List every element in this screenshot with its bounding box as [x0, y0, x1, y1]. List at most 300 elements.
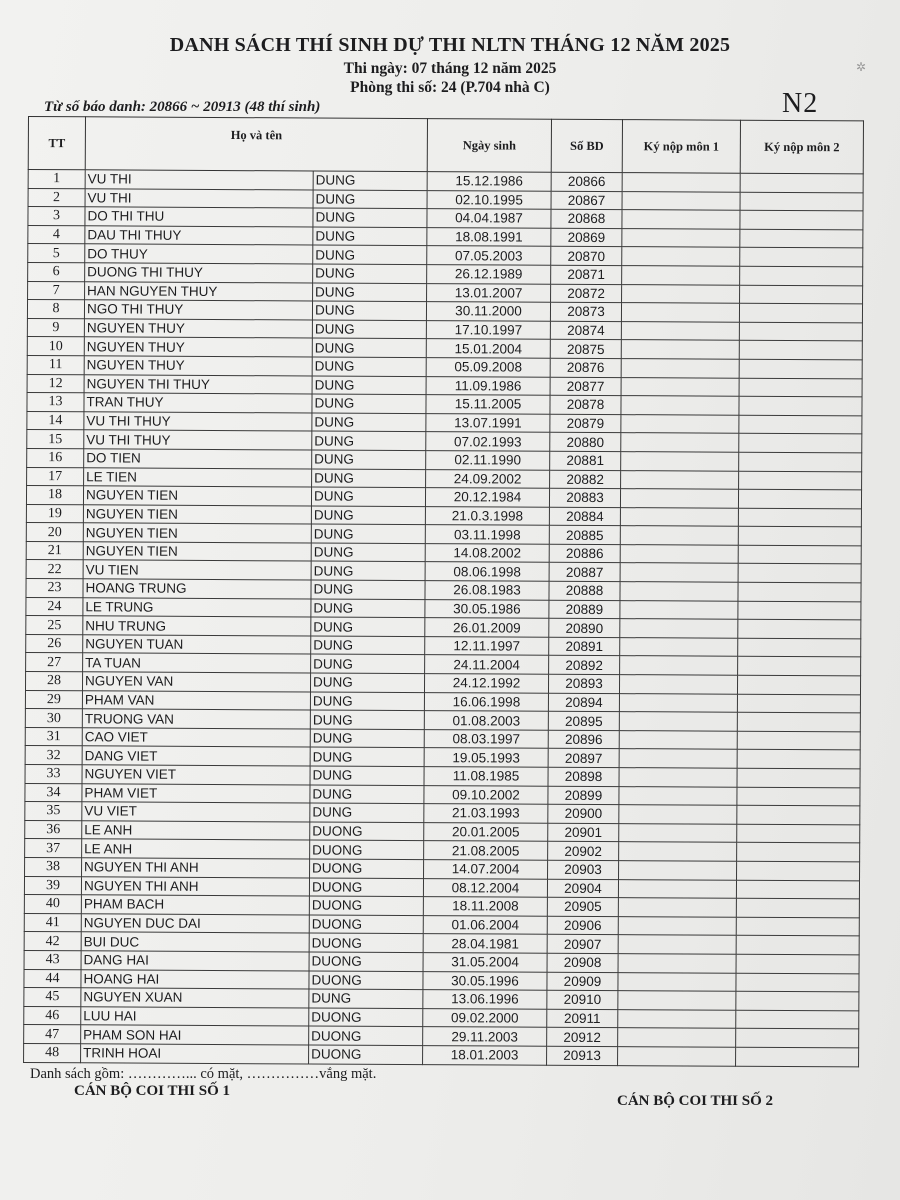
row-family-name: NGO THI THUY	[84, 300, 312, 320]
row-given-name: DUNG	[312, 301, 426, 320]
row-sign-subject-1[interactable]	[619, 861, 737, 880]
row-sign-subject-2[interactable]	[736, 991, 859, 1010]
row-date-of-birth: 02.11.1990	[426, 450, 550, 469]
row-number: 27	[26, 653, 83, 672]
row-sign-subject-1[interactable]	[622, 228, 740, 247]
row-sign-subject-1[interactable]	[621, 470, 739, 489]
row-sign-subject-1[interactable]	[619, 823, 737, 842]
col-header-tt: TT	[28, 117, 85, 170]
row-sign-subject-1[interactable]	[618, 1028, 736, 1047]
row-family-name: NGUYEN THI ANH	[81, 876, 309, 896]
row-family-name: LUU HAI	[81, 1007, 309, 1027]
row-given-name: DUNG	[312, 413, 426, 432]
row-number: 44	[24, 969, 81, 988]
row-number: 47	[24, 1025, 81, 1044]
row-number: 4	[28, 225, 85, 244]
row-candidate-number: 20897	[548, 749, 619, 768]
row-number: 14	[27, 411, 84, 430]
row-sign-subject-2[interactable]	[737, 768, 860, 787]
row-given-name: DUNG	[311, 617, 425, 636]
row-sign-subject-2[interactable]	[739, 452, 862, 471]
row-given-name: DUNG	[311, 561, 425, 580]
row-number: 16	[27, 448, 84, 467]
row-number: 20	[26, 523, 83, 542]
row-candidate-number: 20906	[547, 916, 618, 935]
row-family-name: DAU THI THUY	[85, 226, 313, 246]
row-family-name: VU THI THUY	[84, 412, 312, 432]
row-candidate-number: 20910	[547, 990, 618, 1009]
row-given-name: DUNG	[311, 580, 425, 599]
row-given-name: DUNG	[311, 524, 425, 543]
row-sign-subject-1[interactable]	[622, 284, 740, 303]
row-family-name: BUI DUC	[81, 932, 309, 952]
row-candidate-number: 20891	[549, 637, 620, 656]
row-sign-subject-1[interactable]	[621, 377, 739, 396]
row-given-name: DUNG	[311, 543, 425, 562]
row-given-name: DUNG	[311, 636, 425, 655]
row-given-name: DUNG	[312, 338, 426, 357]
row-sign-subject-1[interactable]	[619, 730, 737, 749]
row-family-name: NGUYEN THI ANH	[82, 858, 310, 878]
row-sign-subject-2[interactable]	[739, 341, 862, 360]
row-sign-subject-1[interactable]	[618, 1047, 736, 1066]
col-header-name: Họ và tên	[85, 117, 427, 172]
row-given-name: DUNG	[310, 729, 424, 748]
row-number: 25	[26, 616, 83, 635]
row-sign-subject-2[interactable]	[736, 936, 859, 955]
row-sign-subject-2[interactable]	[737, 750, 860, 769]
row-candidate-number: 20913	[547, 1046, 618, 1065]
row-sign-subject-1[interactable]	[619, 805, 737, 824]
row-sign-subject-2[interactable]	[736, 898, 859, 917]
row-sign-subject-1[interactable]	[619, 768, 737, 787]
row-date-of-birth: 21.03.1993	[424, 804, 548, 823]
row-candidate-number: 20887	[549, 563, 620, 582]
row-candidate-number: 20911	[547, 1009, 618, 1028]
row-given-name: DUNG	[312, 468, 426, 487]
row-sign-subject-1[interactable]	[622, 247, 740, 266]
row-given-name: DUONG	[309, 952, 423, 971]
col-header-sign1: Ký nộp môn 1	[622, 120, 740, 174]
row-date-of-birth: 16.06.1998	[424, 692, 548, 711]
row-sign-subject-1[interactable]	[621, 321, 739, 340]
row-given-name: DUONG	[309, 878, 423, 897]
row-sign-subject-1[interactable]	[619, 712, 737, 731]
row-sign-subject-2[interactable]	[737, 824, 860, 843]
row-sign-subject-1[interactable]	[620, 526, 738, 545]
row-sign-subject-2[interactable]	[738, 545, 861, 564]
row-given-name: DUNG	[313, 264, 427, 283]
row-sign-subject-1[interactable]	[621, 359, 739, 378]
row-family-name: LE ANH	[82, 839, 310, 859]
row-sign-subject-2[interactable]	[740, 210, 863, 229]
row-sign-subject-1[interactable]	[622, 210, 740, 229]
col-header-sbd: Số BD	[551, 119, 622, 172]
row-number: 15	[27, 430, 84, 449]
proctor-2-label: CÁN BỘ COI THI SỐ 2	[617, 1093, 774, 1109]
row-family-name: VU VIET	[82, 802, 310, 822]
attendance-summary: Danh sách gồm: …………... có mặt, ……………vắng mặt.	[30, 1066, 377, 1082]
row-sign-subject-2[interactable]	[740, 248, 863, 267]
row-candidate-number: 20874	[550, 321, 621, 340]
row-sign-subject-1[interactable]	[621, 414, 739, 433]
row-sign-subject-1[interactable]	[621, 303, 739, 322]
row-candidate-number: 20892	[549, 656, 620, 675]
row-candidate-number: 20866	[551, 172, 622, 191]
row-date-of-birth: 03.11.1998	[425, 525, 549, 544]
row-given-name: DUNG	[313, 227, 427, 246]
row-sign-subject-1[interactable]	[619, 749, 737, 768]
row-candidate-number: 20881	[550, 451, 621, 470]
row-number: 13	[27, 393, 84, 412]
row-date-of-birth: 01.08.2003	[424, 711, 548, 730]
row-date-of-birth: 05.09.2008	[426, 358, 550, 377]
row-family-name: NGUYEN TIEN	[83, 504, 311, 524]
row-sign-subject-2[interactable]	[740, 229, 863, 248]
row-sign-subject-1[interactable]	[620, 637, 738, 656]
row-date-of-birth: 18.11.2008	[423, 897, 547, 916]
row-candidate-number: 20902	[548, 842, 619, 861]
row-sign-subject-1[interactable]	[620, 582, 738, 601]
row-date-of-birth: 30.05.1986	[425, 599, 549, 618]
table-body	[24, 170, 864, 1067]
row-family-name: HOANG HAI	[81, 969, 309, 989]
row-sign-subject-2[interactable]	[736, 973, 859, 992]
row-number: 8	[27, 300, 84, 319]
row-number: 9	[27, 318, 84, 337]
row-sign-subject-1[interactable]	[618, 935, 736, 954]
row-date-of-birth: 18.01.2003	[423, 1045, 547, 1064]
row-family-name: NGUYEN TIEN	[83, 542, 311, 562]
row-date-of-birth: 21.0.3.1998	[425, 506, 549, 525]
row-date-of-birth: 15.12.1986	[427, 172, 551, 191]
row-candidate-number: 20894	[548, 693, 619, 712]
row-sign-subject-2[interactable]	[738, 564, 861, 583]
row-candidate-number: 20878	[550, 395, 621, 414]
row-sign-subject-2[interactable]	[737, 731, 860, 750]
row-date-of-birth: 09.02.2000	[423, 1008, 547, 1027]
row-candidate-number: 20912	[547, 1028, 618, 1047]
row-family-name: VU THI THUY	[84, 430, 312, 450]
row-number: 35	[25, 802, 82, 821]
row-number: 34	[25, 783, 82, 802]
row-given-name: DUNG	[311, 506, 425, 525]
row-family-name: NGUYEN XUAN	[81, 988, 309, 1008]
row-date-of-birth: 30.05.1996	[423, 971, 547, 990]
row-sign-subject-2[interactable]	[739, 378, 862, 397]
col-header-dob: Ngày sinh	[427, 119, 551, 173]
row-sign-subject-2[interactable]	[736, 954, 859, 973]
row-sign-subject-1[interactable]	[620, 619, 738, 638]
row-number: 41	[24, 913, 81, 932]
row-family-name: DANG HAI	[81, 951, 309, 971]
row-family-name: CAO VIET	[82, 728, 310, 748]
row-number: 22	[26, 560, 83, 579]
row-number: 38	[25, 857, 82, 876]
row-sign-subject-1[interactable]	[621, 433, 739, 452]
row-sign-subject-2[interactable]	[738, 601, 861, 620]
row-date-of-birth: 11.09.1986	[426, 376, 550, 395]
row-date-of-birth: 26.01.2009	[425, 618, 549, 637]
row-sign-subject-1[interactable]	[619, 842, 737, 861]
row-sign-subject-2[interactable]	[739, 415, 862, 434]
row-given-name: DUNG	[313, 245, 427, 264]
row-candidate-number: 20868	[551, 209, 622, 228]
row-family-name: PHAM SON HAI	[81, 1025, 309, 1045]
row-sign-subject-1[interactable]	[620, 544, 738, 563]
row-family-name: PHAM BACH	[81, 895, 309, 915]
row-sign-subject-1[interactable]	[621, 396, 739, 415]
row-candidate-number: 20884	[549, 507, 620, 526]
row-sign-subject-1[interactable]	[618, 898, 736, 917]
row-sign-subject-1[interactable]	[618, 954, 736, 973]
row-sign-subject-2[interactable]	[737, 712, 860, 731]
row-number: 5	[28, 244, 85, 263]
row-sign-subject-2[interactable]	[737, 787, 860, 806]
row-sign-subject-2[interactable]	[736, 1029, 859, 1048]
row-sign-subject-2[interactable]	[739, 322, 862, 341]
row-candidate-number: 20908	[547, 953, 618, 972]
row-date-of-birth: 24.09.2002	[426, 469, 550, 488]
row-number: 29	[25, 690, 82, 709]
row-number: 17	[27, 467, 84, 486]
row-date-of-birth: 31.05.2004	[423, 953, 547, 972]
row-date-of-birth: 07.02.1993	[426, 432, 550, 451]
row-family-name: VU THI	[85, 170, 313, 190]
row-candidate-number: 20886	[549, 544, 620, 563]
row-sign-subject-1[interactable]	[619, 693, 737, 712]
row-number: 46	[24, 1006, 81, 1025]
row-sign-subject-2[interactable]	[739, 471, 862, 490]
row-given-name: DUNG	[310, 692, 424, 711]
row-sign-subject-2[interactable]	[738, 489, 861, 508]
row-family-name: TRUONG VAN	[82, 709, 310, 729]
row-sign-subject-2[interactable]	[738, 508, 861, 527]
row-sign-subject-1[interactable]	[620, 563, 738, 582]
row-sign-subject-2[interactable]	[736, 1010, 859, 1029]
row-candidate-number: 20888	[549, 581, 620, 600]
row-family-name: NGUYEN TUAN	[83, 635, 311, 655]
row-date-of-birth: 04.04.1987	[427, 209, 551, 228]
row-given-name: DUONG	[309, 933, 423, 952]
row-date-of-birth: 15.01.2004	[426, 339, 550, 358]
corner-mark-icon: ✲	[856, 60, 867, 74]
row-number: 18	[26, 486, 83, 505]
exam-room: Phòng thi số: 24 (P.704 nhà C)	[350, 79, 550, 96]
row-date-of-birth: 20.01.2005	[424, 822, 548, 841]
row-family-name: DO TIEN	[84, 449, 312, 469]
row-given-name: DUNG	[313, 190, 427, 209]
row-family-name: NGUYEN THUY	[84, 337, 312, 357]
row-candidate-number: 20880	[550, 433, 621, 452]
row-given-name: DUONG	[310, 840, 424, 859]
row-candidate-number: 20879	[550, 414, 621, 433]
row-given-name: DUONG	[309, 915, 423, 934]
row-sign-subject-1[interactable]	[619, 786, 737, 805]
row-number: 30	[25, 709, 82, 728]
row-sign-subject-1[interactable]	[621, 452, 739, 471]
row-given-name: DUNG	[313, 283, 427, 302]
row-sign-subject-1[interactable]	[622, 173, 740, 192]
row-date-of-birth: 29.11.2003	[423, 1027, 547, 1046]
row-number: 10	[27, 337, 84, 356]
row-candidate-number: 20898	[548, 767, 619, 786]
row-given-name: DUNG	[312, 431, 426, 450]
row-family-name: LE TIEN	[84, 467, 312, 487]
row-sign-subject-1[interactable]	[621, 340, 739, 359]
row-sign-subject-2[interactable]	[736, 917, 859, 936]
candidate-range: Từ số báo danh: 20866 ~ 20913 (48 thí sinh)	[44, 99, 321, 115]
row-sign-subject-1[interactable]	[622, 191, 740, 210]
row-sign-subject-1[interactable]	[618, 1009, 736, 1028]
row-family-name: VU TIEN	[83, 560, 311, 580]
row-candidate-number: 20870	[551, 247, 622, 266]
row-sign-subject-2[interactable]	[737, 675, 860, 694]
row-number: 39	[24, 876, 81, 895]
row-sign-subject-2[interactable]	[736, 1047, 859, 1066]
row-date-of-birth: 26.12.1989	[427, 265, 551, 284]
row-date-of-birth: 20.12.1984	[425, 488, 549, 507]
row-given-name: DUNG	[312, 320, 426, 339]
row-number: 1	[28, 170, 85, 189]
row-number: 23	[26, 579, 83, 598]
exam-date: Thi ngày: 07 tháng 12 năm 2025	[343, 60, 557, 77]
row-sign-subject-2[interactable]	[740, 266, 863, 285]
row-family-name: TA TUAN	[83, 653, 311, 673]
row-sign-subject-1[interactable]	[620, 600, 738, 619]
row-given-name: DUNG	[310, 803, 424, 822]
row-date-of-birth: 09.10.2002	[424, 785, 548, 804]
row-number: 33	[25, 764, 82, 783]
row-family-name: PHAM VAN	[82, 690, 310, 710]
row-given-name: DUONG	[309, 1026, 423, 1045]
row-given-name: DUNG	[311, 654, 425, 673]
row-sign-subject-1[interactable]	[620, 656, 738, 675]
row-sign-subject-1[interactable]	[622, 266, 740, 285]
row-date-of-birth: 11.08.1985	[424, 767, 548, 786]
row-sign-subject-1[interactable]	[618, 991, 736, 1010]
row-sign-subject-2[interactable]	[736, 880, 859, 899]
row-sign-subject-1[interactable]	[618, 916, 736, 935]
row-family-name: DO THI THU	[85, 207, 313, 227]
row-sign-subject-2[interactable]	[738, 657, 861, 676]
candidate-table	[23, 116, 864, 1067]
row-candidate-number: 20885	[549, 526, 620, 545]
room-code: N2	[782, 88, 819, 119]
row-sign-subject-2[interactable]	[737, 861, 860, 880]
row-given-name: DUONG	[310, 822, 424, 841]
row-family-name: PHAM VIET	[82, 783, 310, 803]
row-date-of-birth: 24.12.1992	[425, 674, 549, 693]
row-sign-subject-2[interactable]	[738, 582, 861, 601]
row-sign-subject-1[interactable]	[618, 972, 736, 991]
row-date-of-birth: 08.12.2004	[423, 878, 547, 897]
row-date-of-birth: 13.01.2007	[427, 283, 551, 302]
table-header-row	[28, 117, 863, 174]
page-title: DANH SÁCH THÍ SINH DỰ THI NLTN THÁNG 12 NĂM 2025	[169, 34, 731, 56]
row-date-of-birth: 12.11.1997	[425, 636, 549, 655]
row-number: 43	[24, 950, 81, 969]
row-sign-subject-2[interactable]	[739, 434, 862, 453]
row-given-name: DUNG	[310, 747, 424, 766]
row-sign-subject-2[interactable]	[738, 619, 861, 638]
row-given-name: DUNG	[312, 394, 426, 413]
row-sign-subject-1[interactable]	[620, 489, 738, 508]
row-date-of-birth: 15.11.2005	[426, 395, 550, 414]
row-given-name: DUONG	[310, 859, 424, 878]
row-family-name: NGUYEN THUY	[84, 356, 312, 376]
row-date-of-birth: 14.08.2002	[425, 543, 549, 562]
row-number: 32	[25, 746, 82, 765]
row-given-name: DUNG	[310, 785, 424, 804]
row-number: 12	[27, 374, 84, 393]
row-number: 26	[26, 634, 83, 653]
row-candidate-number: 20867	[551, 191, 622, 210]
row-sign-subject-2[interactable]	[737, 694, 860, 713]
row-sign-subject-2[interactable]	[739, 359, 862, 378]
row-date-of-birth: 14.07.2004	[424, 860, 548, 879]
row-candidate-number: 20907	[547, 935, 618, 954]
row-number: 48	[24, 1043, 81, 1062]
row-candidate-number: 20890	[549, 618, 620, 637]
row-sign-subject-1[interactable]	[618, 879, 736, 898]
row-date-of-birth: 26.08.1983	[425, 581, 549, 600]
row-candidate-number: 20883	[549, 488, 620, 507]
row-date-of-birth: 08.03.1997	[424, 729, 548, 748]
row-given-name: DUONG	[309, 1045, 423, 1064]
row-family-name: TRINH HOAI	[81, 1044, 309, 1064]
row-candidate-number: 20893	[549, 674, 620, 693]
row-candidate-number: 20896	[548, 730, 619, 749]
row-date-of-birth: 17.10.1997	[426, 320, 550, 339]
row-given-name: DUNG	[311, 599, 425, 618]
row-date-of-birth: 18.08.1991	[427, 227, 551, 246]
row-date-of-birth: 21.08.2005	[424, 841, 548, 860]
row-sign-subject-2[interactable]	[740, 192, 863, 211]
row-date-of-birth: 24.11.2004	[425, 655, 549, 674]
row-given-name: DUNG	[310, 766, 424, 785]
row-number: 37	[25, 839, 82, 858]
col-header-sign2: Ký nộp môn 2	[740, 120, 863, 174]
row-sign-subject-2[interactable]	[739, 303, 862, 322]
row-sign-subject-2[interactable]	[738, 527, 861, 546]
row-sign-subject-1[interactable]	[620, 675, 738, 694]
row-sign-subject-2[interactable]	[740, 285, 863, 304]
row-candidate-number: 20869	[551, 228, 622, 247]
row-candidate-number: 20871	[551, 265, 622, 284]
row-family-name: NGUYEN THI THUY	[84, 374, 312, 394]
row-date-of-birth: 30.11.2000	[426, 302, 550, 321]
row-sign-subject-2[interactable]	[737, 805, 860, 824]
row-sign-subject-2[interactable]	[737, 843, 860, 862]
row-sign-subject-2[interactable]	[738, 638, 861, 657]
row-candidate-number: 20872	[551, 284, 622, 303]
row-candidate-number: 20877	[550, 377, 621, 396]
row-sign-subject-2[interactable]	[740, 173, 863, 192]
row-given-name: DUONG	[309, 1008, 423, 1027]
row-sign-subject-2[interactable]	[739, 396, 862, 415]
row-date-of-birth: 19.05.1993	[424, 748, 548, 767]
row-date-of-birth: 28.04.1981	[423, 934, 547, 953]
row-date-of-birth: 08.06.1998	[425, 562, 549, 581]
row-date-of-birth: 13.06.1996	[423, 990, 547, 1009]
row-candidate-number: 20895	[548, 711, 619, 730]
row-family-name: NGUYEN VIET	[82, 765, 310, 785]
row-sign-subject-1[interactable]	[620, 507, 738, 526]
row-family-name: NGUYEN VAN	[82, 672, 310, 692]
row-number: 6	[28, 262, 85, 281]
row-family-name: DO THUY	[85, 244, 313, 264]
